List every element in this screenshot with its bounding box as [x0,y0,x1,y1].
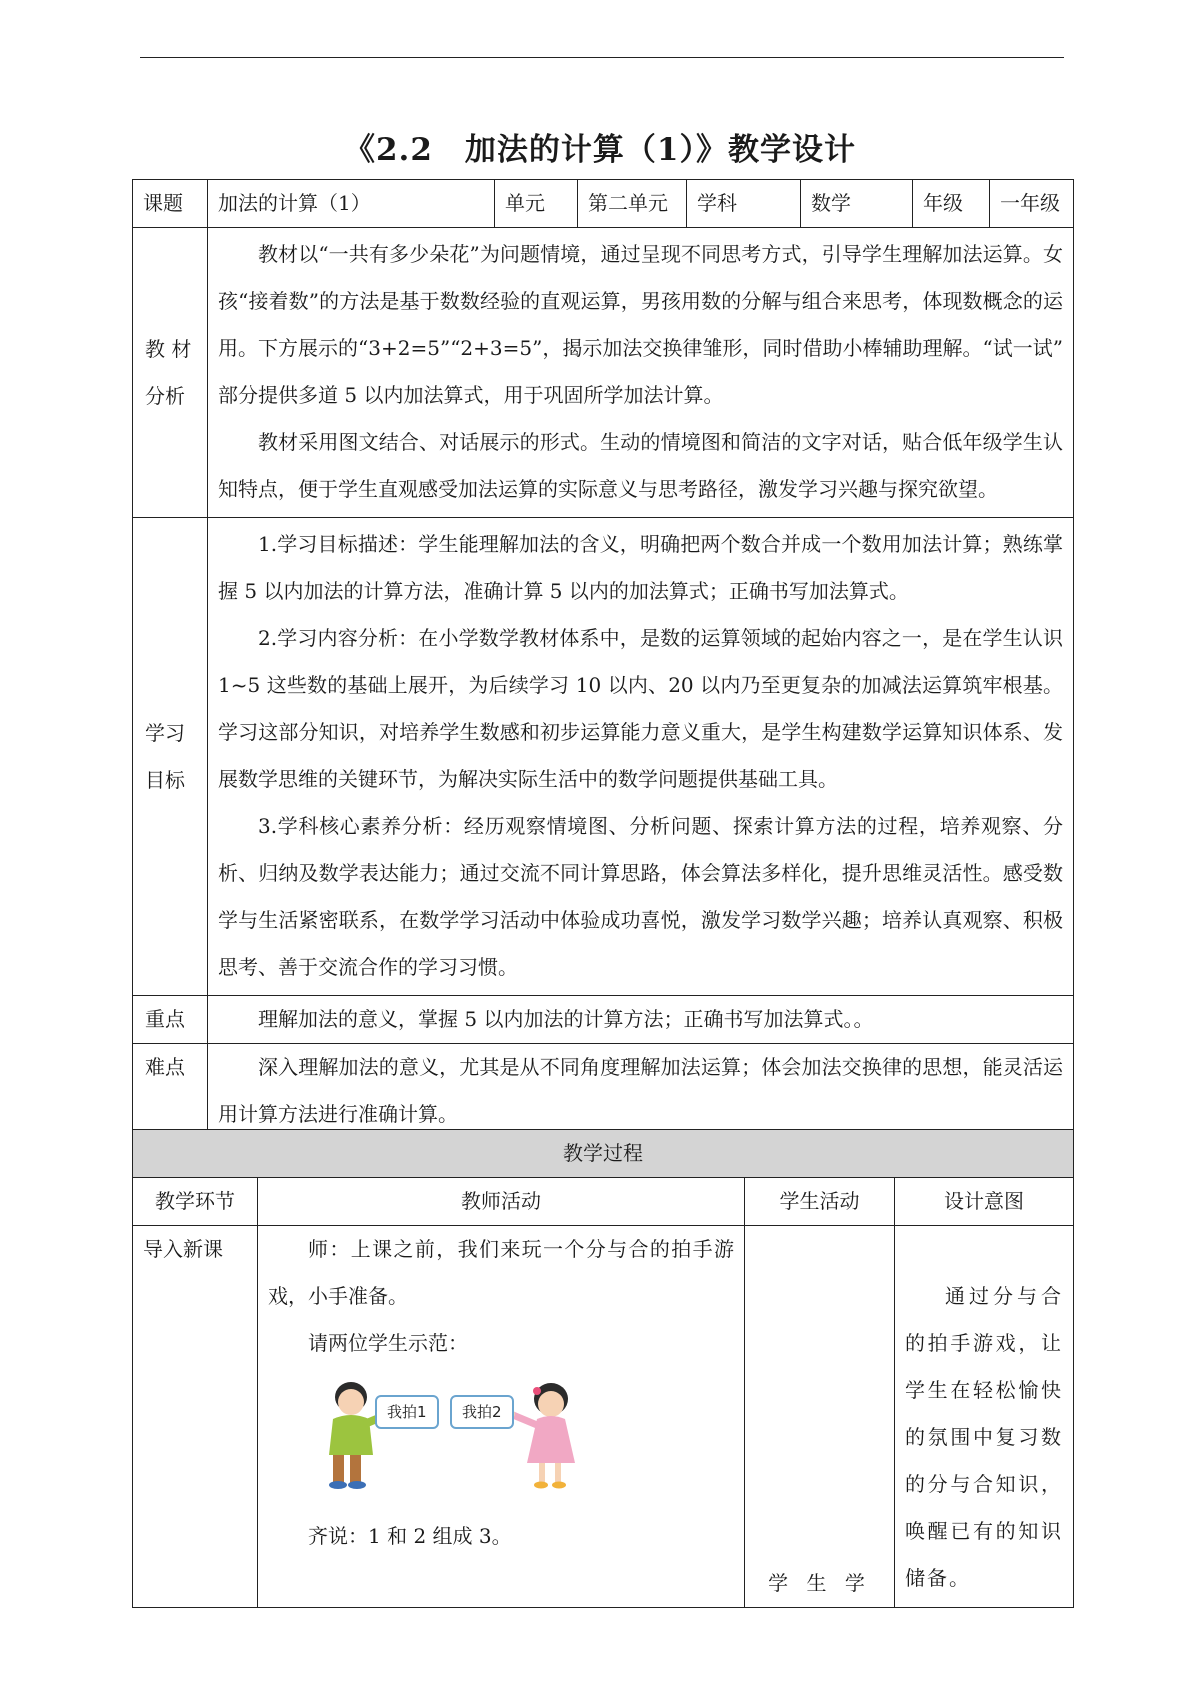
grade-value: 一年级 [990,180,1074,228]
difficulty-content [208,1044,1074,1139]
process-header-row [133,1178,1074,1226]
design-intent-cell [895,1226,1074,1608]
header-stage: 教学环节 [133,1178,258,1226]
subject-value: 数学 [801,180,913,228]
process-banner-row [133,1130,1074,1178]
difficulty-text: 深入理解加法的意义，尤其是从不同角度理解加法运算；体会加法交换律的思想，能灵活运用计算方法进行准确计算。 [218,1055,1063,1126]
teacher-line-2: 请两位学生示范： [308,1331,468,1355]
design-intent-text: 通过分与合的拍手游戏，让学生在轻松愉快的氛围中复习数的分与合知识，唤醒已有的知识储备。 [905,1284,1063,1590]
difficulty-label: 难点 [133,1044,208,1139]
learning-goals-paragraph-2: 2.学习内容分析：在小学数学教材体系中，是数的运算领域的起始内容之一，是在学生认识 1~5 这些数的基础上展开，为后续学习 10 以内、20 以内乃至更复杂的加减法运算筑牢根基。学习这部分知识，对培养学生数感和初步运算能力意义重大，是学生构建数学运算知识体系、发展数学思维的关键环节，为解决实际生活中的数学问题提供基础工具。 [218,626,1063,791]
teaching-process-table [132,1129,1074,1608]
stage-cell: 导入新课 [133,1226,258,1608]
boy-speech-bubble: 我拍1 [375,1395,439,1429]
process-banner: 教学过程 [133,1130,1074,1178]
textbook-analysis-label [133,228,208,518]
learning-goals-paragraph-1: 1.学习目标描述：学生能理解加法的含义，明确把两个数合并成一个数用加法计算；熟练掌握 5 以内加法的计算方法，准确计算 5 以内的加法算式；正确书写加法算式。 [218,532,1063,603]
info-row [133,180,1074,228]
subject-label: 学科 [687,180,801,228]
process-row-intro [133,1226,1074,1608]
textbook-analysis-content [208,228,1074,518]
header-rule [140,57,1064,58]
clapping-game-illustration [313,1373,603,1503]
student-activity-cell [745,1226,895,1608]
textbook-analysis-paragraph-1: 教材以“一共有多少朵花”为问题情境，通过呈现不同思考方式，引导学生理解加法运算。女孩“接着数”的方法是基于数数经验的直观运算，男孩用数的分解与组合来思考，体现数概念的运用。下方展示的“3+2=5”“2+3=5”，揭示加法交换律雏形，同时借助小棒辅助理解。“试一试” 部分提供多道 5 以内加法算式，用于巩固所学加法计算。 [218,242,1063,407]
textbook-analysis-label-text: 教 材 分析 [145,336,192,408]
grade-label: 年级 [913,180,990,228]
header-design-intent: 设计意图 [895,1178,1074,1226]
learning-goals-row [133,518,1074,996]
learning-goals-content [208,518,1074,996]
girl-figure [507,1383,575,1489]
difficulty-row [133,1044,1074,1139]
unit-value: 第二单元 [578,180,687,228]
header-student-activity: 学生活动 [745,1178,895,1226]
unit-label: 单元 [495,180,578,228]
key-point-row [133,996,1074,1044]
teacher-line-1: 师：上课之前，我们来玩一个分与合的拍手游戏，小手准备。 [268,1237,734,1308]
learning-goals-paragraph-3: 3.学科核心素养分析：经历观察情境图、分析问题、探索计算方法的过程，培养观察、分析、归纳及数学表达能力；通过交流不同计算思路，体会算法多样化，提升思维灵活性。感受数学与生活紧密联系，在数学学习活动中体验成功喜悦，激发学习数学兴趣；培养认真观察、积极思考、善于交流合作的学习习惯。 [218,814,1063,979]
key-point-content [208,996,1074,1044]
header-teacher-activity: 教师活动 [258,1178,745,1226]
textbook-analysis-paragraph-2: 教材采用图文结合、对话展示的形式。生动的情境图和简洁的文字对话，贴合低年级学生认知特点，便于学生直观感受加法运算的实际意义与思考路径，激发学习兴趣与探究欲望。 [218,430,1063,501]
student-activity-text: 学 生 学 [768,1571,871,1595]
textbook-analysis-row [133,228,1074,518]
lesson-info-table [132,179,1074,1139]
learning-goals-label [133,518,208,996]
topic-value: 加法的计算（1） [208,180,495,228]
girl-speech-bubble: 我拍2 [450,1395,514,1429]
key-point-label: 重点 [133,996,208,1044]
key-point-text: 理解加法的意义，掌握 5 以内加法的计算方法；正确书写加法算式。。 [258,1007,874,1031]
topic-label: 课题 [133,180,208,228]
document-title: 《2.2 加法的计算（1）》教学设计 [343,132,856,168]
learning-goals-label-text: 学习 目标 [145,720,185,792]
teacher-activity-cell [258,1226,745,1608]
children-figures [313,1373,603,1503]
teacher-line-3: 齐说：1 和 2 组成 3。 [308,1524,512,1548]
